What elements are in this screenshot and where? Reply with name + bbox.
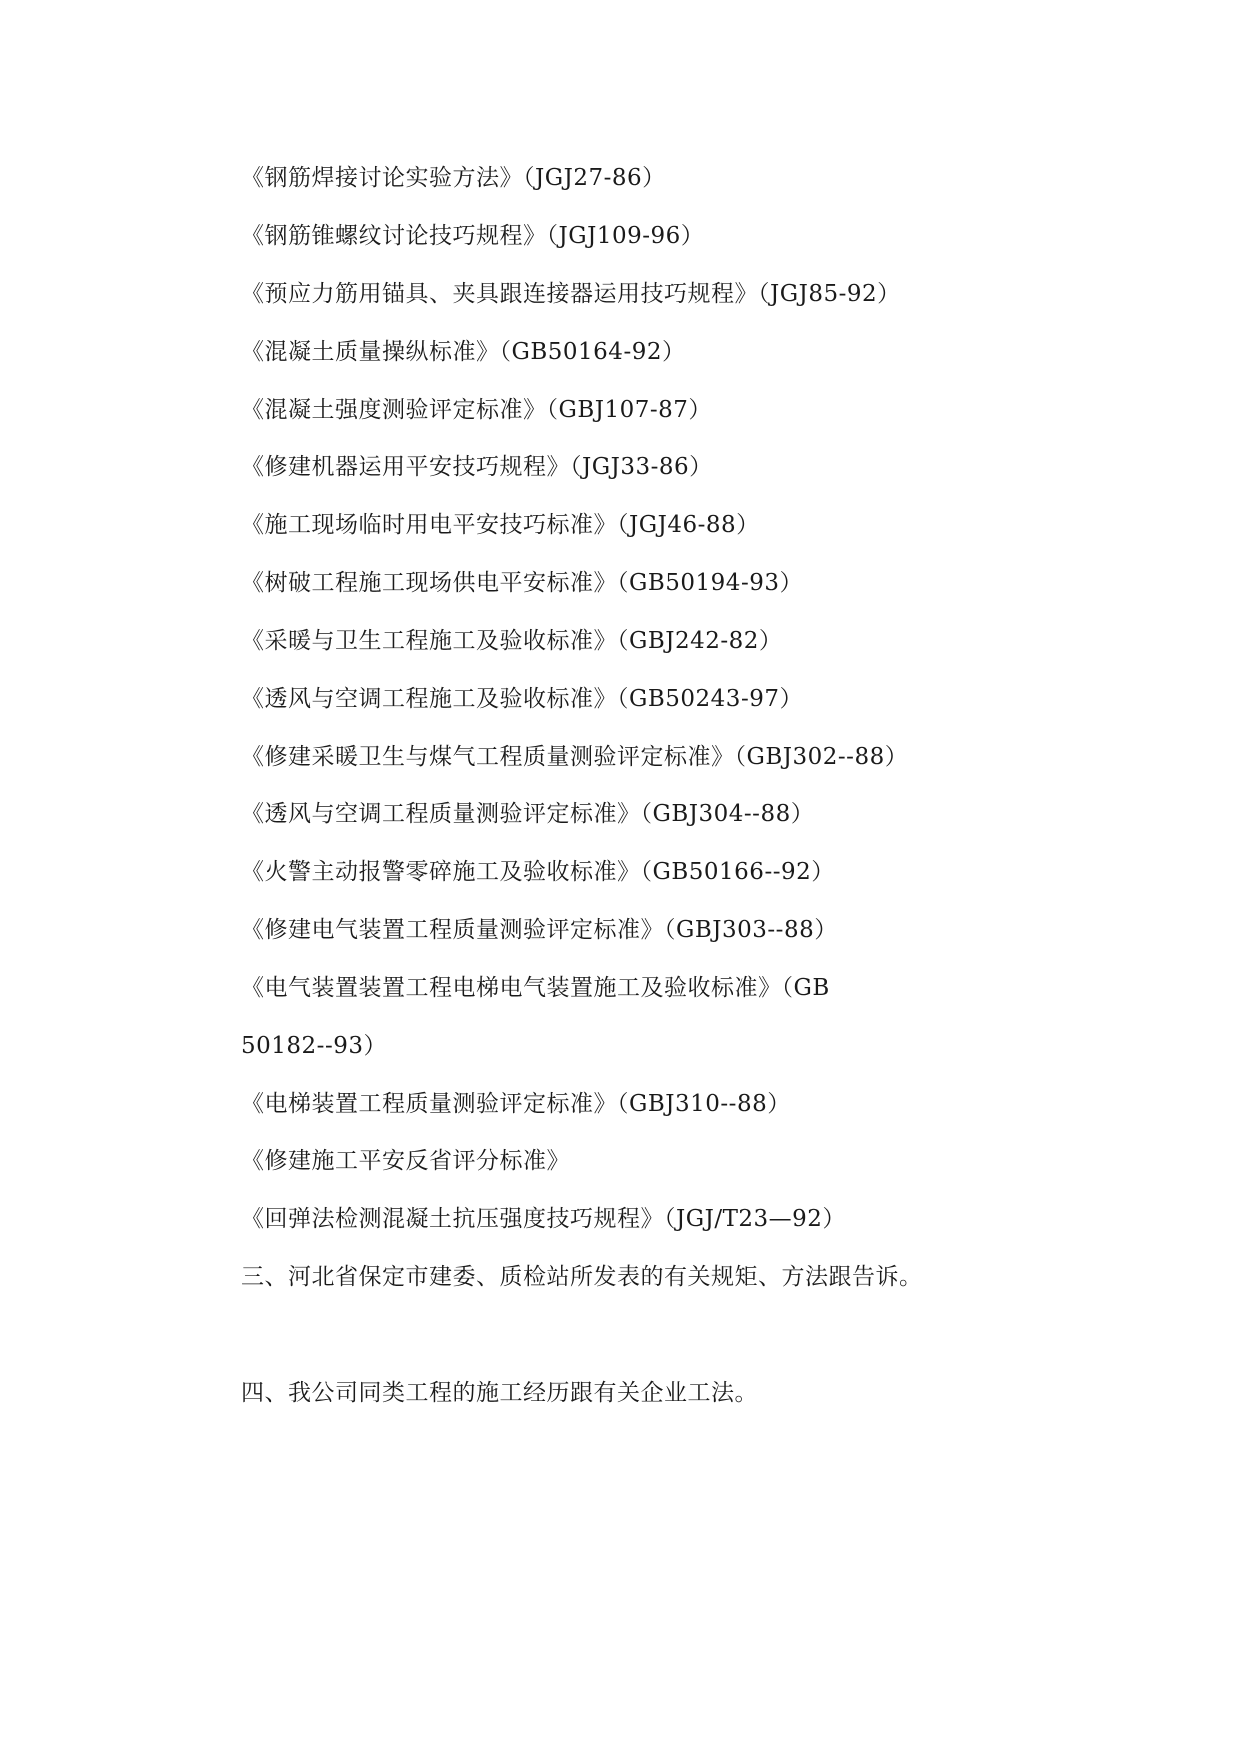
standard-item: 《混凝土质量操纵标准》（GB50164-92）: [241, 339, 686, 365]
standard-item: 《透风与空调工程施工及验收标准》（GB50243-97）: [241, 686, 803, 712]
section-four-heading: 四、我公司同类工程的施工经历跟有关企业工法。: [241, 1380, 758, 1406]
standard-item: 《修建机器运用平安技巧规程》（JGJ33-86）: [241, 454, 713, 480]
standard-item: 《混凝土强度测验评定标准》（GBJ107-87）: [241, 397, 712, 423]
standard-item: 《修建采暖卫生与煤气工程质量测验评定标准》（GBJ302--88）: [241, 744, 909, 770]
standard-item: 《电气装置装置工程电梯电气装置施工及验收标准》（GB: [241, 975, 830, 1001]
standard-item: 《预应力筋用锚具、夹具跟连接器运用技巧规程》（JGJ85-92）: [241, 281, 901, 307]
standard-item-continuation: 50182--93）: [241, 1033, 387, 1059]
standard-item: 《火警主动报警零碎施工及验收标准》（GB50166--92）: [241, 859, 835, 885]
standard-item: 《施工现场临时用电平安技巧标准》（JGJ46-88）: [241, 512, 760, 538]
standard-item: 《修建电气装置工程质量测验评定标准》（GBJ303--88）: [241, 917, 838, 943]
standard-item: 《修建施工平安反省评分标准》: [241, 1148, 570, 1174]
standard-item: 《树破工程施工现场供电平安标准》（GB50194-93）: [241, 570, 803, 596]
standard-item: 《钢筋焊接讨论实验方法》（JGJ27-86）: [241, 165, 666, 191]
standard-item: 《采暖与卫生工程施工及验收标准》（GBJ242-82）: [241, 628, 783, 654]
standard-item: 《钢筋锥螺纹讨论技巧规程》（JGJ109-96）: [241, 223, 705, 249]
standard-item: 《回弹法检测混凝土抗压强度技巧规程》（JGJ/T23—92）: [241, 1206, 846, 1232]
standard-item: 《透风与空调工程质量测验评定标准》（GBJ304--88）: [241, 801, 815, 827]
standard-item: 《电梯装置工程质量测验评定标准》（GBJ310--88）: [241, 1091, 791, 1117]
section-three-heading: 三、河北省保定市建委、质检站所发表的有关规矩、方法跟告诉。: [241, 1264, 923, 1290]
